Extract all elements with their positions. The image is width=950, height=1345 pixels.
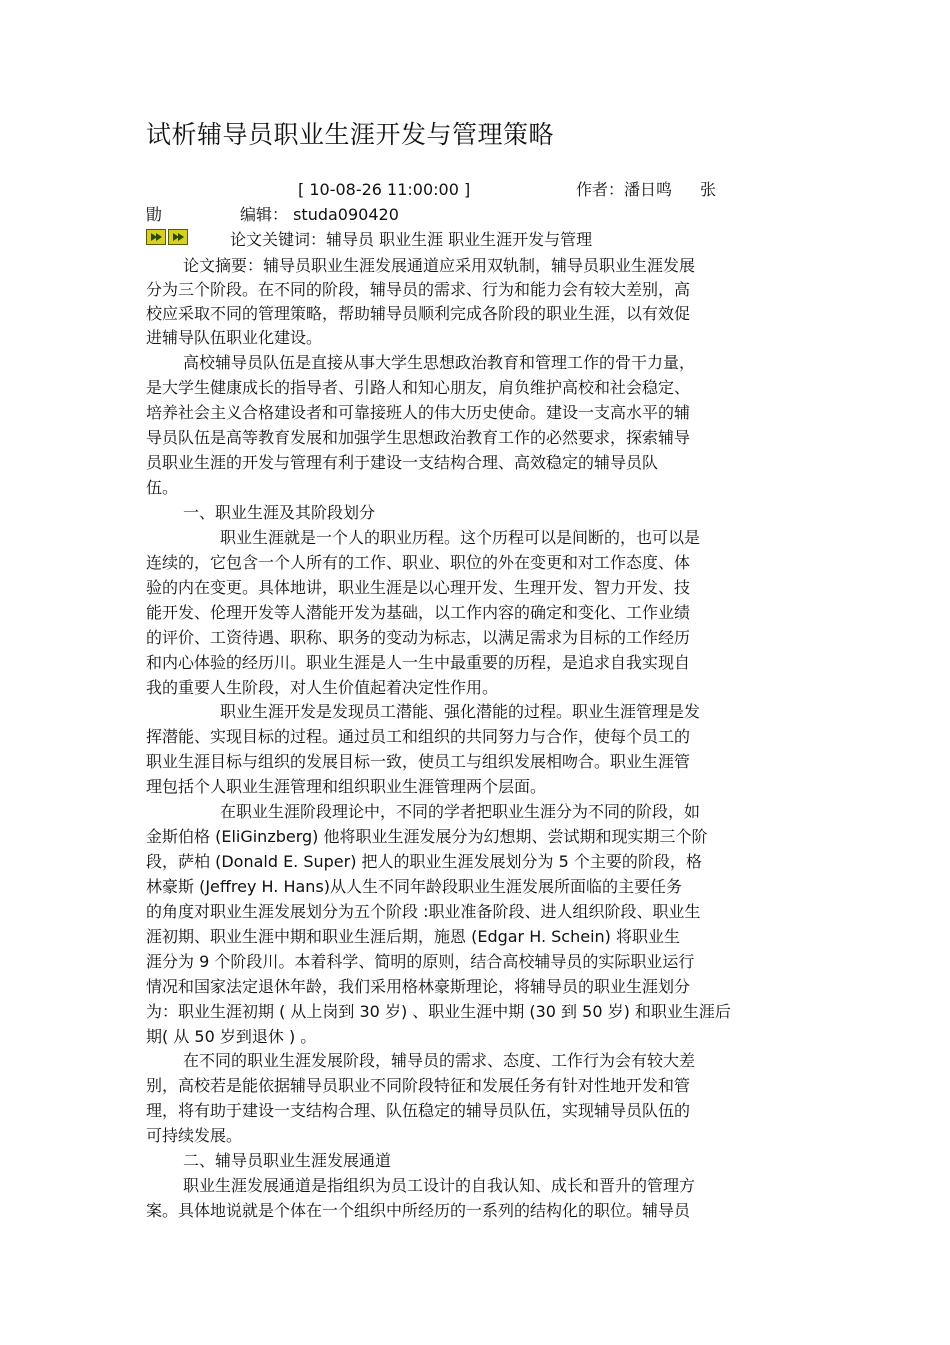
body-text-line: 员职业生涯的开发与管理有利于建设一支结构合理、高效稳定的辅导员队 — [146, 453, 659, 472]
body-text-line: 在不同的职业生涯发展阶段，辅导员的需求、态度、工作行为会有较大差 — [183, 1051, 696, 1070]
body-text-line: 涯分为 9 个阶段川。本着科学、简明的原则，结合高校辅导员的实际职业运行 — [146, 952, 695, 971]
body-text-line: 能开发、伦理开发等人潜能开发为基础，以工作内容的确定和变化、工作业绩 — [146, 603, 691, 622]
body-text-line: 职业生涯开发是发现员工潜能、强化潜能的过程。职业生涯管理是发 — [220, 702, 701, 721]
arrow-icon[interactable] — [168, 229, 188, 245]
body-text-line: 别，高校若是能依据辅导员职业不同阶段特征和发展任务有针对性地开发和管 — [146, 1076, 691, 1095]
body-text-line: 理包括个人职业生涯管理和组织职业生涯管理两个层面。 — [146, 777, 547, 796]
keywords-line: 论文关键词：辅导员 职业生涯 职业生涯开发与管理 — [230, 230, 593, 249]
body-text-line: 期( 从 50 岁到退休 ) 。 — [146, 1027, 317, 1046]
body-text-line: 高校辅导员队伍是直接从事大学生思想政治教育和管理工作的骨干力量， — [183, 353, 696, 372]
body-text-line: 可持续发展。 — [146, 1126, 243, 1145]
body-text-line: 伍。 — [146, 478, 179, 497]
publish-date: [ 10-08-26 11:00:00 ] — [298, 180, 471, 199]
page-title: 试析辅导员职业生涯开发与管理策略 — [146, 120, 555, 149]
body-text-line: 理，将有助于建设一支结构合理、队伍稳定的辅导员队伍，实现辅导员队伍的 — [146, 1101, 691, 1120]
body-text-line: 情况和国家法定退休年龄，我们采用格林豪斯理论，将辅导员的职业生涯划分 — [146, 977, 691, 996]
body-text-line: 培养社会主义合格建设者和可靠接班人的伟大历史使命。建设一支高水平的辅 — [146, 403, 691, 422]
author-label: 作者：潘日鸣 — [576, 180, 673, 199]
body-text-line: 案。具体地说就是个体在一个组织中所经历的一系列的结构化的职位。辅导员 — [146, 1201, 691, 1220]
body-text-line: 段，萨柏 (Donald E. Super) 把人的职业生涯发展划分为 5 个主要的阶段，格 — [146, 852, 702, 871]
body-text-line: 的角度对职业生涯发展划分为五个阶段 :职业准备阶段、进人组织阶段、职业生 — [146, 902, 701, 921]
body-text-line: 我的重要人生阶段，对人生价值起着决定性作用。 — [146, 678, 499, 697]
body-text-line: 职业生涯目标与组织的发展目标一致，使员工与组织发展相吻合。职业生涯管 — [146, 752, 691, 771]
body-text-line: 连续的，它包含一个人所有的工作、职业、职位的外在变更和对工作态度、体 — [146, 553, 691, 572]
body-text-line: 分为三个阶段。在不同的阶段，辅导员的需求、行为和能力会有较大差别，高 — [146, 280, 691, 299]
body-text-line: 校应采取不同的管理策略，帮助辅导员顺利完成各阶段的职业生涯，以有效促 — [146, 304, 691, 323]
body-text-line: 涯初期、职业生涯中期和职业生涯后期，施恩 (Edgar H. Schein) 将职业生 — [146, 927, 680, 946]
body-text-line: 在职业生涯阶段理论中，不同的学者把职业生涯分为不同的阶段，如 — [220, 802, 701, 821]
body-text-line: 二、辅导员职业生涯发展通道 — [183, 1151, 392, 1170]
body-text-line: 论文摘要：辅导员职业生涯发展通道应采用双轨制，辅导员职业生涯发展 — [183, 256, 696, 275]
body-text-line: 林豪斯 (Jeffrey H. Hans)从人生不同年龄段职业生涯发展所面临的主要任务 — [146, 877, 683, 896]
body-text-line: 金斯伯格 (EliGinzberg) 他将职业生涯发展分为幻想期、尝试期和现实期三个阶 — [146, 827, 708, 846]
editor-line: 编辑： studa090420 — [240, 205, 399, 224]
arrow-icon[interactable] — [146, 229, 166, 245]
body-text-line: 进辅导队伍职业化建设。 — [146, 328, 323, 347]
author-given-name-part-1: 张 — [700, 180, 717, 199]
body-text-line: 导员队伍是高等教育发展和加强学生思想政治教育工作的必然要求，探索辅导 — [146, 428, 691, 447]
body-text-line: 一、职业生涯及其阶段划分 — [183, 503, 376, 522]
author-given-name-part-2: 勖 — [146, 205, 163, 224]
body-text-line: 为：职业生涯初期 ( 从上岗到 30 岁) 、职业生涯中期 (30 到 50 岁) 和职业生涯后 — [146, 1002, 731, 1021]
body-text-line: 职业生涯发展通道是指组织为员工设计的自我认知、成长和晋升的管理方 — [183, 1176, 696, 1195]
body-text-line: 的评价、工资待遇、职称、职务的变动为标志，以满足需求为目标的工作经历 — [146, 628, 691, 647]
body-text-line: 是大学生健康成长的指导者、引路人和知心朋友，肩负维护高校和社会稳定、 — [146, 378, 691, 397]
body-text-line: 挥潜能、实现目标的过程。通过员工和组织的共同努力与合作，使每个员工的 — [146, 727, 691, 746]
body-text-line: 职业生涯就是一个人的职业历程。这个历程可以是间断的，也可以是 — [220, 528, 701, 547]
body-text-line: 和内心体验的经历川。职业生涯是人一生中最重要的历程，是追求自我实现自 — [146, 653, 691, 672]
body-text-line: 验的内在变更。具体地讲，职业生涯是以心理开发、生理开发、智力开发、技 — [146, 578, 691, 597]
